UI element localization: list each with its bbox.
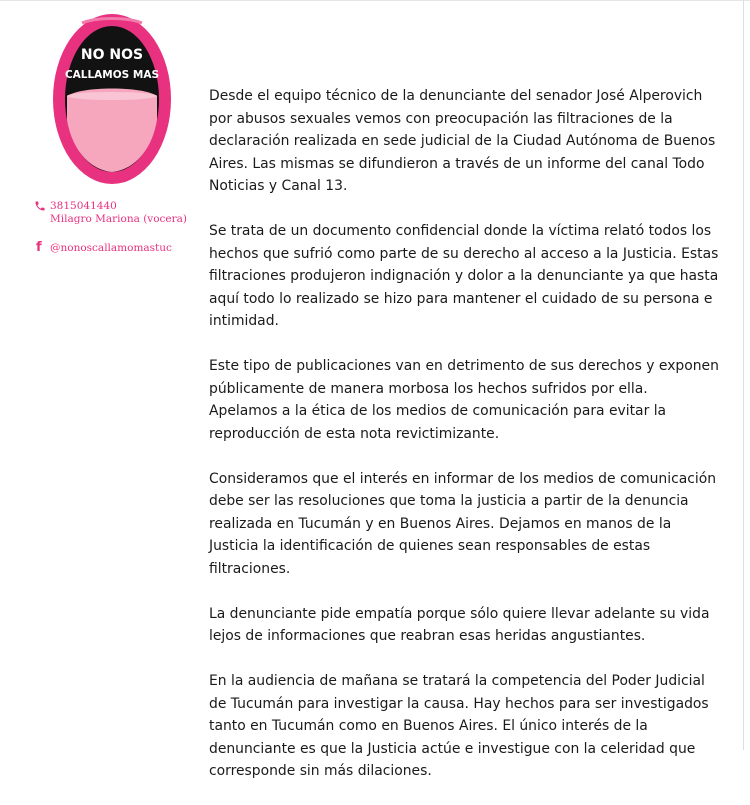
contact-info (34, 200, 224, 254)
paragraph-4: Consideramos que el interés en informar de los medios de comunicación debe ser las resoluciones que toma la justicia a partir de la denuncia realizada en Tucumán y en Buenos Aires. Dejamos en manos de la Justicia la identificación de quienes sean responsables de estas filtraciones. (209, 470, 717, 577)
facebook-handle[interactable]: @nonoscallamomastuc (50, 241, 172, 254)
logo-text-line2: CALLAMOS MAS (64, 69, 160, 81)
logo-text-line1: NO NOS (80, 47, 144, 63)
logo-tongue-shine (67, 92, 157, 100)
paragraph-3: Este tipo de publicaciones van en detrimento de sus derechos y exponen públicamente de manera morbosa los hechos sufridos por ella. Apelamos a la ética de los medios de comunicación para evitar la reproducción de esta nota revictimizante. (209, 358, 719, 442)
page-edge-divider (743, 0, 744, 750)
social-contact (34, 241, 224, 254)
no-nos-callamos-mas-logo (52, 10, 172, 185)
paragraph-6: En la audiencia de mañana se tratará la competencia del Poder Judicial de Tucumán para investigar la causa. Hay hechos para ser investigados tanto en Tucumán como en Buenos Aires. El único interés de la denunciante es que la Justicia actúe e investigue con la celeridad que corresponde sin más dilaciones. (209, 673, 709, 779)
phone-icon (34, 200, 46, 212)
facebook-icon: f (36, 240, 42, 255)
phone-contact (34, 200, 224, 226)
phone-number[interactable]: 3815041440 (50, 200, 117, 212)
paragraph-5: La denunciante pide empatía porque sólo quiere llevar adelante su vida lejos de informaciones que reabran esas heridas angustiantes. (209, 605, 710, 644)
statement-body (209, 85, 719, 805)
paragraph-2: Se trata de un documento confidencial donde la víctima relató todos los hechos que sufrió como parte de su derecho al acceso a la Justicia. Estas filtraciones produjeron indignación y dolor a la denunciante ya que hasta aquí todo lo realizado se hizo para mantener el cuidado de su persona e intimidad. (209, 223, 719, 329)
spokesperson-name: Milagro Mariona (vocera) (50, 213, 188, 225)
paragraph-1: Desde el equipo técnico de la denunciante del senador José Alperovich por abusos sexuales vemos con preocupación las filtraciones de la declaración realizada en sede judicial de la Ciudad Autónoma de Buenos Aires. Las mismas se difundieron a través de un informe del canal Todo Noticias y Canal 13. (209, 88, 716, 194)
